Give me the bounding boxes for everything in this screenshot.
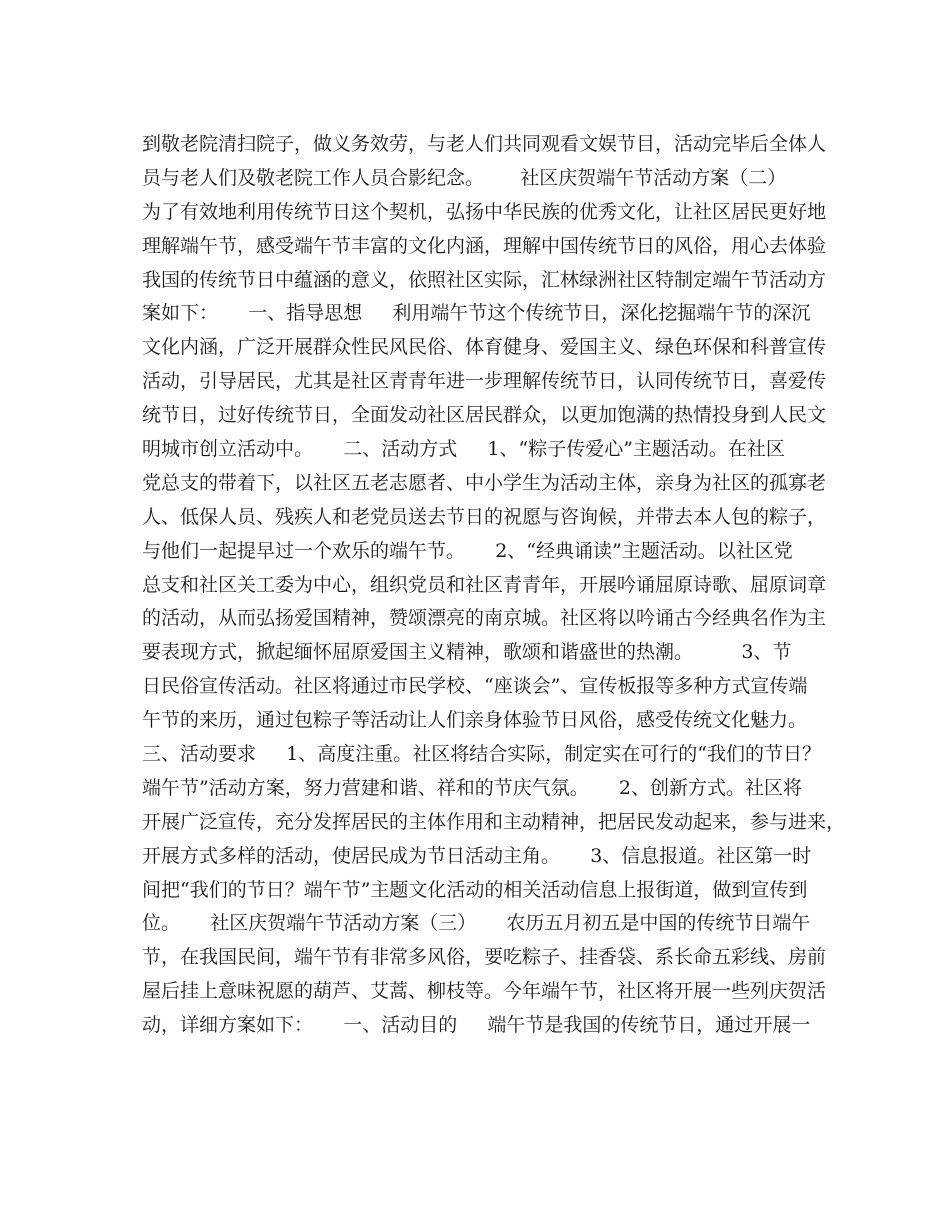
text-line: 总支和社区关工委为中心，组织党员和社区青青年，开展吟诵屈原诗歌、屈原词章	[142, 573, 827, 596]
text-line: 人、低保人员、残疾人和老党员送去节日的祝愿与咨询候，并带去本人包的粽子，	[142, 505, 827, 528]
text-line: 的活动，从而弘扬爱国精神，赞颂漂亮的南京城。社区将以吟诵古今经典名作为主	[142, 607, 827, 630]
text-line: 理解端午节，感受端午节丰富的文化内涵，理解中国传统节日的风俗，用心去体验	[142, 234, 827, 257]
text-line: 我国的传统节日中蕴涵的意义，依照社区实际，汇林绿洲社区特制定端午节活动方	[142, 268, 827, 291]
text-line: 明城市创立活动中。 二、活动方式 1、“粽子传爱心”主题活动。在社区	[142, 438, 785, 461]
text-line: 屋后挂上意味祝愿的葫芦、艾蒿、柳枝等。今年端午节，社区将开展一些列庆贺活	[142, 980, 827, 1003]
text-line: 统节日，过好传统节日，全面发动社区居民群众，以更加饱满的热情投身到人民文	[142, 404, 827, 427]
text-line: 开展方式多样的活动，使居民成为节日活动主角。 3、信息报道。社区第一时	[142, 844, 812, 867]
text-line: 三、活动要求 1、高度注重。社区将结合实际，制定实在可行的“我们的节日？	[142, 743, 822, 766]
text-line: 节，在我国民间，端午节有非常多风俗，要吃粽子、挂香袋、系长命五彩线、房前	[142, 946, 827, 969]
text-line: 员与老人们及敬老院工作人员合影纪念。 社区庆贺端午节活动方案（二）	[142, 166, 787, 189]
text-line: 间把“我们的节日？端午节”主题文化活动的相关活动信息上报街道，做到宣传到	[142, 878, 808, 901]
body-text	[142, 128, 846, 1043]
text-line: 文化内涵，广泛开展群众性民风民俗、体育健身、爱国主义、绿色环保和科普宣传	[142, 336, 827, 359]
text-line: 要表现方式，掀起缅怀屈原爱国主义精神，歌颂和谐盛世的热潮。 3、节	[142, 641, 792, 664]
text-line: 到敬老院清扫院子，做义务效劳，与老人们共同观看文娱节目，活动完毕后全体人	[142, 133, 827, 155]
text-line: 为了有效地利用传统节日这个契机，弘扬中华民族的优秀文化，让社区居民更好地	[142, 200, 827, 223]
text-line: 动，详细方案如下： 一、活动目的 端午节是我国的传统节日，通过开展一	[142, 1014, 811, 1037]
text-line: 端午节”活动方案，努力营建和谐、祥和的节庆气氛。 2、创新方式。社区将	[142, 776, 803, 799]
text-line: 案如下： 一、指导思想 利用端午节这个传统节日，深化挖掘端午节的深沉	[142, 302, 811, 325]
text-line: 活动，引导居民，尤其是社区青青年进一步理解传统节日，认同传统节日，喜爱传	[142, 370, 827, 393]
text-line: 党总支的带着下，以社区五老志愿者、中小学生为活动主体，亲身为社区的孤寡老	[142, 471, 827, 494]
text-line: 位。 社区庆贺端午节活动方案（三） 农历五月初五是中国的传统节日端午	[142, 912, 811, 935]
text-line: 与他们一起提早过一个欢乐的端午节。 2、“经典诵读”主题活动。以社区党	[142, 539, 793, 562]
text-line: 开展广泛宣传，充分发挥居民的主体作用和主动精神，把居民发动起来，参与进来，	[142, 810, 846, 833]
text-line: 日民俗宣传活动。社区将通过市民学校、“座谈会”、宣传板报等多种方式宣传端	[142, 675, 808, 698]
text-line: 午节的来历，通过包粽子等活动让人们亲身体验节日风俗，感受传统文化魅力。	[142, 709, 808, 732]
